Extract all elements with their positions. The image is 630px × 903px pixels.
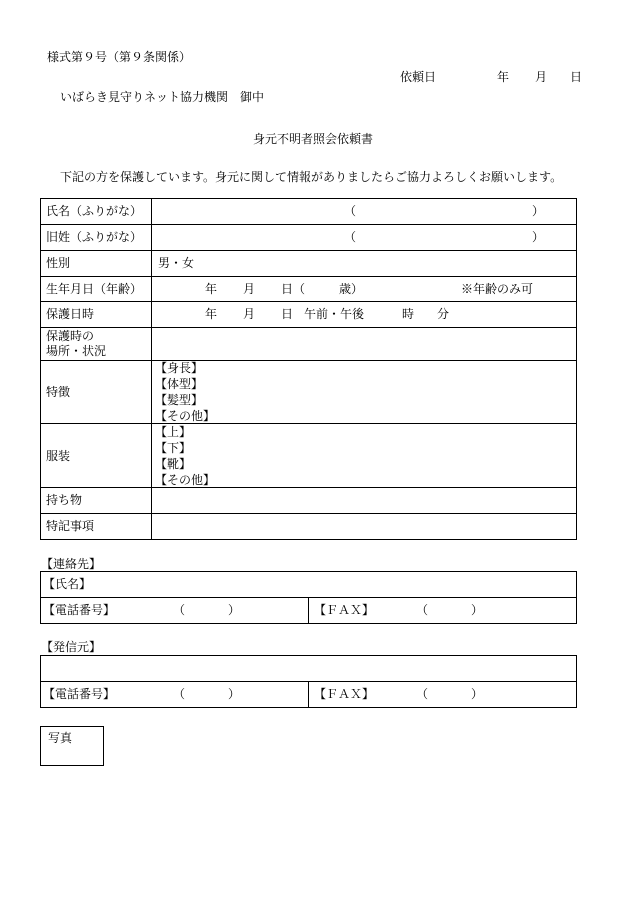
contact-phone-paren-open: （	[173, 603, 186, 617]
birth-day: 日（	[281, 282, 306, 296]
birth-age: 歳）	[339, 282, 364, 296]
protect-place-label-line2: 場所・状況	[46, 344, 107, 358]
birth-label: 生年月日（年齢）	[46, 282, 143, 296]
feature-item: 【体型】	[155, 377, 204, 391]
name-furigana-paren-close: ）	[532, 204, 545, 218]
sender-phone-label: 【電話番号】	[43, 687, 116, 701]
sender-heading: 【発信元】	[41, 640, 102, 654]
sender-fax-paren-close: ）	[471, 687, 484, 701]
clothing-item: 【その他】	[155, 473, 216, 487]
contact-phone-paren-close: ）	[228, 603, 241, 617]
birth-year: 年	[205, 282, 218, 296]
feature-item: 【身長】	[155, 361, 204, 375]
former-name-label: 旧姓（ふりがな）	[46, 230, 143, 244]
sender-phone-paren-open: （	[173, 687, 186, 701]
sender-fax-label: 【ＦＡＸ】	[314, 687, 375, 701]
contact-heading: 【連絡先】	[41, 557, 102, 571]
birth-month: 月	[243, 282, 256, 296]
remarks-label: 特記事項	[46, 519, 95, 533]
photo-box	[40, 726, 104, 766]
protect-year: 年	[205, 307, 218, 321]
contact-fax-paren-open: （	[416, 603, 429, 617]
sex-label: 性別	[46, 256, 71, 270]
sex-value: 男・女	[158, 256, 195, 270]
request-date-day: 日	[570, 70, 583, 84]
features-label: 特徴	[46, 385, 71, 399]
intro-text: 下記の方を保護しています。身元に関して情報がありましたらご協力よろしくお願いします。	[60, 170, 563, 184]
protect-hour: 時	[402, 307, 415, 321]
contact-name-label: 【氏名】	[43, 577, 92, 591]
clothing-item: 【上】	[155, 425, 192, 439]
belongings-label: 持ち物	[46, 493, 83, 507]
sender-phone-paren-close: ）	[228, 687, 241, 701]
clothing-item: 【下】	[155, 441, 192, 455]
protect-ampm: 午前・午後	[304, 307, 365, 321]
name-label: 氏名（ふりがな）	[46, 204, 143, 218]
addressee: いばらき見守りネット協力機関 御中	[60, 90, 265, 104]
request-date-year: 年	[497, 70, 510, 84]
request-date-label: 依頼日	[400, 70, 437, 84]
protect-day: 日	[281, 307, 294, 321]
protect-datetime-label: 保護日時	[46, 307, 95, 321]
request-date-month: 月	[535, 70, 548, 84]
sender-fax-paren-open: （	[416, 687, 429, 701]
former-name-paren-close: ）	[532, 230, 545, 244]
protect-place-label-line1: 保護時の	[46, 329, 95, 343]
page-title: 身元不明者照会依頼書	[253, 132, 374, 146]
contact-phone-label: 【電話番号】	[43, 603, 116, 617]
former-name-paren-open: （	[344, 230, 357, 244]
feature-item: 【髪型】	[155, 393, 204, 407]
name-furigana-paren-open: （	[344, 204, 357, 218]
protect-minute: 分	[437, 307, 450, 321]
birth-note: ※年齢のみ可	[461, 282, 534, 296]
contact-fax-label: 【ＦＡＸ】	[314, 603, 375, 617]
feature-item: 【その他】	[155, 409, 216, 423]
contact-fax-paren-close: ）	[471, 603, 484, 617]
protect-month: 月	[243, 307, 256, 321]
photo-label: 写真	[48, 731, 73, 745]
form-number: 様式第９号（第９条関係）	[47, 50, 192, 64]
clothing-item: 【靴】	[155, 457, 192, 471]
clothing-label: 服装	[46, 449, 71, 463]
